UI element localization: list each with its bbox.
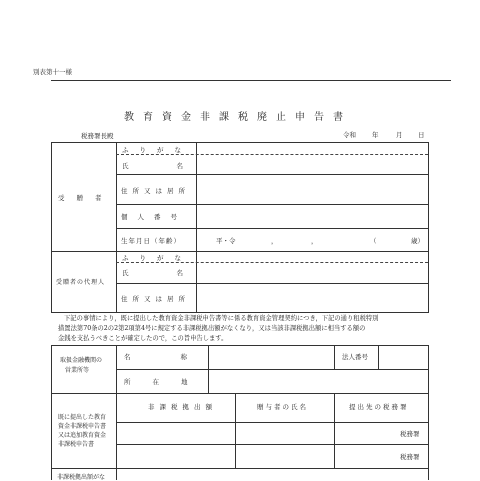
bank-location-label: 所在地 [124, 378, 210, 386]
agent-address-label: 住所又は居所 [121, 295, 190, 303]
statement-line-3: 金銭を支払うべきことが確定したので，この旨申告します。 [58, 335, 228, 342]
form-title: 教育資金非課税廃止申告書 [124, 112, 352, 123]
applicant-birth-label: 生年月日（年齢） [121, 237, 181, 245]
col-amount-header: 非課税拠出額 [148, 403, 217, 411]
applicant-name-label: 氏名 [122, 162, 231, 170]
bank-name-label: 名称 [124, 353, 237, 361]
date-day: 日 [418, 131, 425, 139]
applicant-number-label: 個人番号 [121, 213, 187, 221]
agent-furigana-label: ふりがな [122, 254, 192, 262]
date-month: 月 [396, 131, 403, 139]
applicant-address-label: 住所又は居所 [121, 187, 190, 195]
statement-line-2: 措置法第70条の2の2第2項第4号に規定する非課税拠出額がなくなり，又は当該非課税拠出額に相当する額の [58, 325, 366, 332]
birth-comma-2: ， [311, 237, 318, 245]
bank-section-label-1: 取扱金融機関の [60, 357, 103, 364]
age-open: （ [370, 237, 377, 245]
statement-line-1: 下記の事情により，既に提出した教育資金非課税申告書等に係る教育資金管理契約につき，下記の通り租税特別 [64, 315, 379, 322]
date-year: 年 [372, 131, 379, 139]
agent-name-label: 氏名 [122, 269, 231, 277]
submitted-label-2: 資金非課税申告書 [58, 423, 107, 430]
applicant-furigana-label: ふりがな [122, 146, 192, 154]
age-close: 歳） [411, 237, 424, 245]
footer-row-label: 非課税拠出額がな [57, 474, 106, 481]
birth-era-input[interactable]: 平・令 [216, 237, 236, 245]
date-era: 令和 [343, 131, 356, 139]
submitted-label-3: 又は追加教育資金 [58, 432, 107, 439]
submitted-label-1: 既に提出した教育 [58, 414, 107, 421]
submitted-label-4: 非課税申告書 [58, 441, 95, 448]
col-donor-header: 贈与者の氏名 [257, 403, 308, 411]
office-suffix-1: 税務署 [400, 430, 420, 438]
form-number: 別表第十一様 [33, 68, 72, 76]
bank-corp-number-label: 法人番号 [342, 353, 368, 361]
applicant-section-label: 受贈者 [58, 194, 114, 202]
bank-section-label-2: 営業所等 [65, 367, 90, 374]
top-rule [51, 80, 451, 81]
agent-section-label: 受贈者の代理人 [56, 279, 106, 286]
addressee: 税務署長殿 [81, 132, 114, 140]
birth-comma-1: ， [271, 237, 278, 245]
col-office-header: 提出先の税務署 [349, 403, 409, 411]
office-suffix-2: 税務署 [400, 453, 420, 461]
